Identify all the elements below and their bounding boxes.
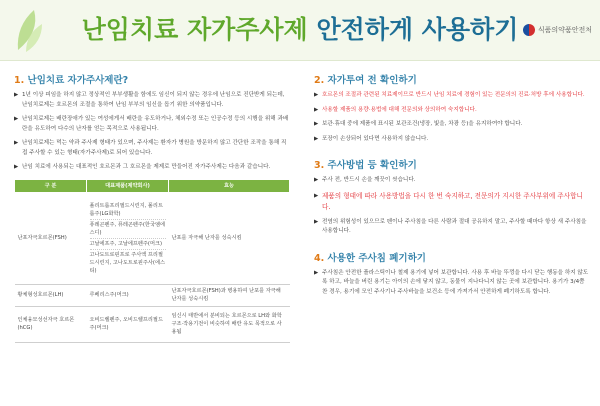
section3-bullet: ▶ 제품의 형태에 따라 사용방법을 다시 한 번 숙지하고, 전문의가 지시한 주사부위에 주사합니다. — [314, 191, 583, 211]
left-column — [14, 72, 290, 343]
section2-bullet: ▶ 사용할 제품의 용량·용법에 대해 전문의와 상의하여 숙지합니다. — [314, 106, 477, 113]
table-cell-category: 난포자극호르몬(FSH) — [15, 192, 87, 284]
section2-heading: 2. 자가투여 전 확인하기 — [314, 75, 417, 86]
agency-logo — [523, 24, 592, 36]
taegeuk-icon — [523, 24, 535, 36]
table-header: 대표제품(제약회사) — [87, 179, 169, 192]
header-banner — [0, 0, 600, 61]
section3-heading: 3. 주사방법 등 확인하기 — [314, 160, 417, 171]
table-cell-effect: 임신시 태반에서 분비되는 호르몬으로 LH와 화학구조·작용기전이 비슷하여 배란 유도 목적으로 사용됨 — [169, 306, 290, 342]
section2-bullet: ▶ 호르몬의 조절과 관련된 치료제이므로 반드시 난임 치료에 경험이 있는 전문의의 진료·처방 후에 사용합니다. — [314, 92, 585, 98]
table-header-row — [15, 179, 290, 192]
section4-heading: 4. 사용한 주사침 폐기하기 — [314, 252, 426, 264]
table-cell-products: 루베리스주(머크) — [87, 284, 169, 306]
table-row — [15, 284, 290, 306]
section2-bullet: ▶ 포장이 손상되어 있다면 사용하지 않습니다. — [314, 135, 429, 142]
section1-bullet: ▶ 1년 이상 피임을 하지 않고 정상적인 부부생활을 함에도 임신이 되지 않는 경우에 난임으로 진단받게 되는데, 난임치료제는 호르몬의 조절을 통하여 난임 부부의 임신을 돕기 위한 의약품입니다. — [14, 92, 285, 108]
table-cell-products: 폴리트롭프리필드시린지, 폴리트롭주(LG화학) 퓨레곤펜주, 퓨레곤펜주(한국엠에스디) 고날에프주, 고날에프펜주(머크) 고나도트로핀프로 주사액 프리필드시린지, 고나도트로핀주사(에스티) — [87, 192, 169, 284]
section1-bullet: ▶ 난임 치료에 사용되는 대표적인 호르몬과 그 호르몬을 제제로 만들어진 자가주사제는 다음과 같습니다. — [14, 164, 271, 170]
table-cell-effect: 난포자극호르몬(FSH)과 병용하여 난포를 자극해 난자를 성숙시킴 — [169, 284, 290, 306]
section1-bullet: ▶ 난임치료제는 먹는 약과 주사제 형태가 있으며, 주사제는 환자가 병원을 방문하지 않고 간단한 조작을 통해 직접 주사할 수 있는 형태(자가주사제)로 되어 있습니다. — [14, 140, 287, 156]
title-part2: 안전하게 사용하기 — [316, 15, 519, 44]
section1-bullet: ▶ 난임치료제는 배란장애가 있는 여성에게서 배란을 유도하거나, 체외수정 또는 인공수정 등의 시행을 위해 과배란을 유도하여 다수의 난자를 얻는 목적으로 사용됩니다. — [14, 116, 289, 132]
table-cell-products: 오비드렐펜주, 오비드렐프리필드주(머크) — [87, 306, 169, 342]
agency-name: 식품의약품안전처 — [537, 26, 592, 34]
section4-bullet: ▶ 주사침은 안전한 플라스틱이나 철제 용기에 넣어 보관합니다. 사용 후 바늘 뚜껑을 다시 닫는 행동을 하지 않도록 하고, 바늘을 버린 용기는 아이의 손에 닿지 않고, 동물이 지나다니지 않는 곳에 보관합니다. 용기가 3/4쯤 찬 경우, 용기에 모인 주사기나 주사바늘을 보건소 등에 가져가서 안전하게 폐기하도록 합니다. — [314, 269, 589, 295]
section3-bullet: ▶ 주사 전, 반드시 손을 깨끗이 씻습니다. — [314, 177, 416, 183]
page-title — [0, 10, 600, 46]
table-cell-category: 황체형성호르몬(LH) — [15, 284, 87, 306]
right-column — [314, 72, 590, 302]
table-header: 구 분 — [15, 179, 87, 192]
table-cell-category: 인체융모성선자극 호르몬(hCG) — [15, 306, 87, 342]
section2-bullet: ▶ 보관·휴대 중에 제품에 표시된 보관조건(냉장, 빛을, 차광 등)을 유지하여야 합니다. — [314, 121, 523, 127]
section1-heading: 1. 난임치료 자가주사제란? — [14, 75, 129, 86]
table-cell-effect: 난포를 자극해 난자를 성숙시킴 — [169, 192, 290, 284]
title-part1: 난임치료 자가주사제 — [81, 15, 308, 44]
table-row — [15, 192, 290, 284]
table-row — [15, 306, 290, 342]
table-header: 효능 — [169, 179, 290, 192]
medication-table — [14, 179, 290, 343]
section3-bullet: ▶ 전염의 위험성이 있으므로 펜이나 주사침을 다른 사람과 절대 공유하지 말고, 주사할 때마다 항상 새 주사침을 사용합니다. — [314, 218, 587, 234]
